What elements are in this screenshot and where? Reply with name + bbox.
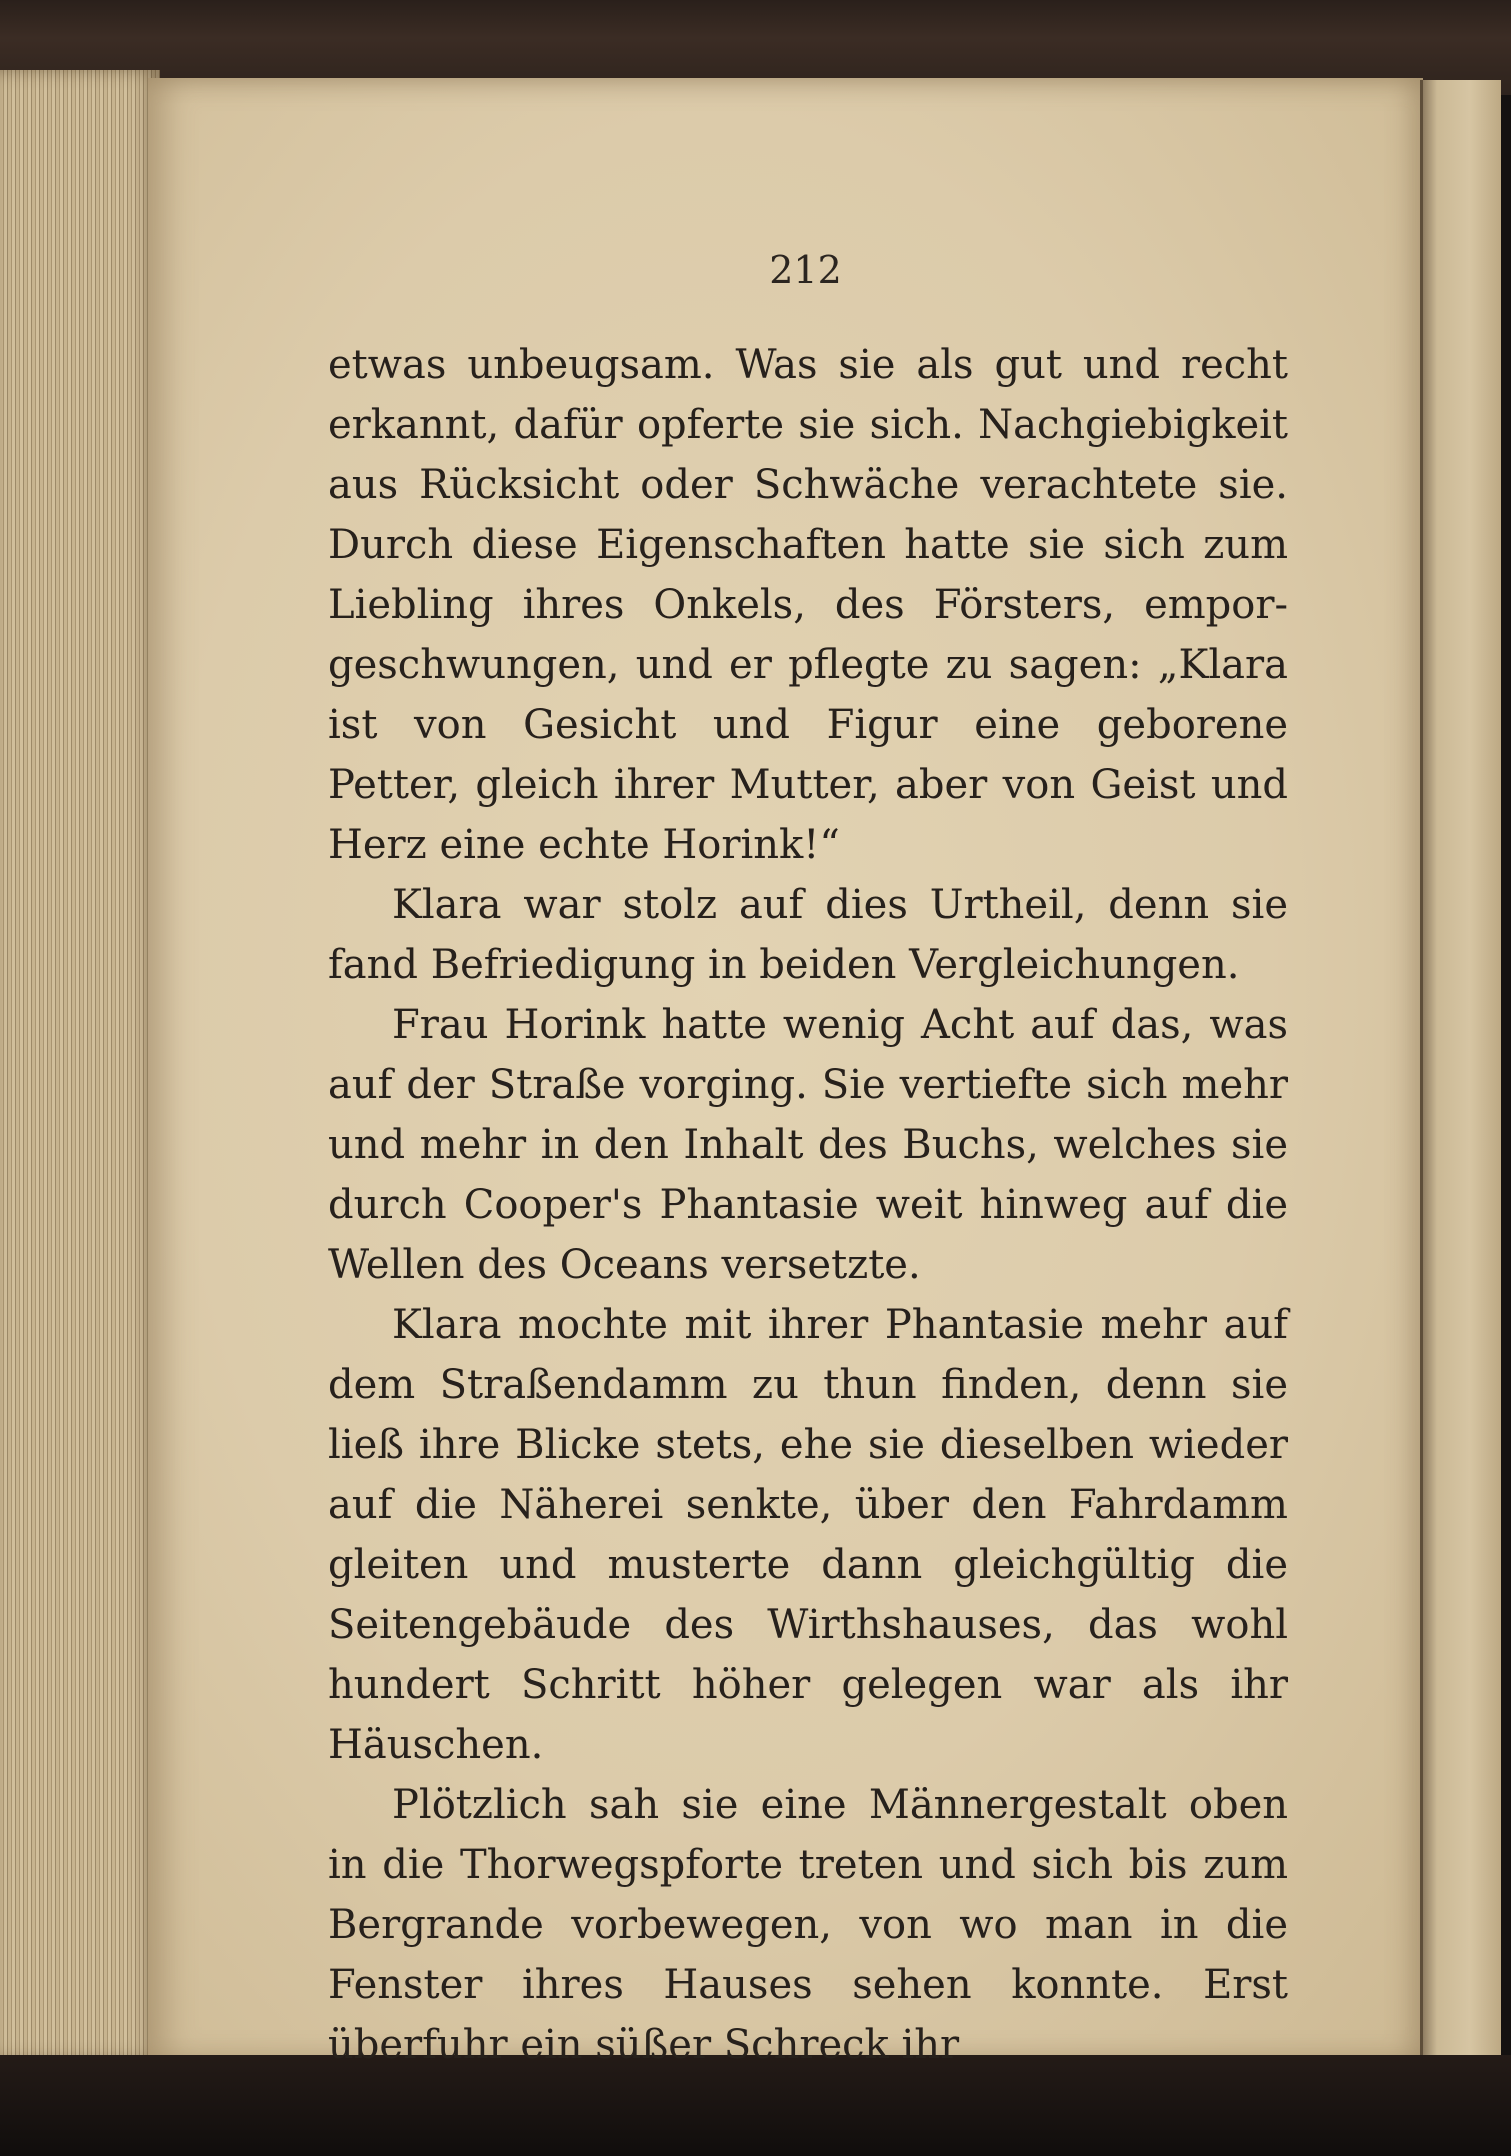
paragraph: Frau Horink hatte wenig Acht auf das, was auf der Straße vorging. Sie vertiefte sich mehr und mehr in den Inhalt des Buchs, welches sie durch Cooper's Phantasie weit hinweg auf die Wellen des Oceans versetzte. — [328, 1002, 1288, 1288]
adjacent-page-edge — [1423, 80, 1501, 2055]
paragraph: Plötzlich sah sie eine Männergestalt oben in die Thorwegspforte treten und sich bis zum Bergrande vorbewegen, von wo man in die Fenster ihres Hauses sehen konnte. Erst überfuhr ein süßer Schreck ihr — [328, 1782, 1288, 2068]
paragraph: etwas unbeugsam. Was sie als gut und recht erkannt, dafür opferte sie sich. Nachgiebigkeit aus Rücksicht oder Schwäche verachtete sie. Durch diese Eigenschaften hatte sie sich zum Liebling ihres Onkels, des Försters, empor- geschwungen, und er pflegte zu sagen: „Klara ist von Gesicht und Figur eine geborene Petter, gleich ihrer Mutter, aber von Geist und Herz eine echte Horink!“ — [328, 342, 1288, 868]
page-number: 212 — [769, 248, 842, 292]
paragraph: Klara war stolz auf dies Urtheil, denn sie fand Befriedigung in beiden Vergleichungen. — [328, 882, 1288, 988]
body-text — [328, 335, 1288, 2075]
page-edges-stack — [0, 70, 160, 2060]
paragraph: Klara mochte mit ihrer Phantasie mehr auf dem Straßendamm zu thun finden, denn sie ließ ihre Blicke stets, ehe sie dieselben wieder auf die Näherei senkte, über den Fahrdamm gleiten und musterte dann gleichgültig die Seitengebäude des Wirthshauses, das wohl hundert Schritt höher gelegen war als ihr Häuschen. — [328, 1302, 1288, 1768]
